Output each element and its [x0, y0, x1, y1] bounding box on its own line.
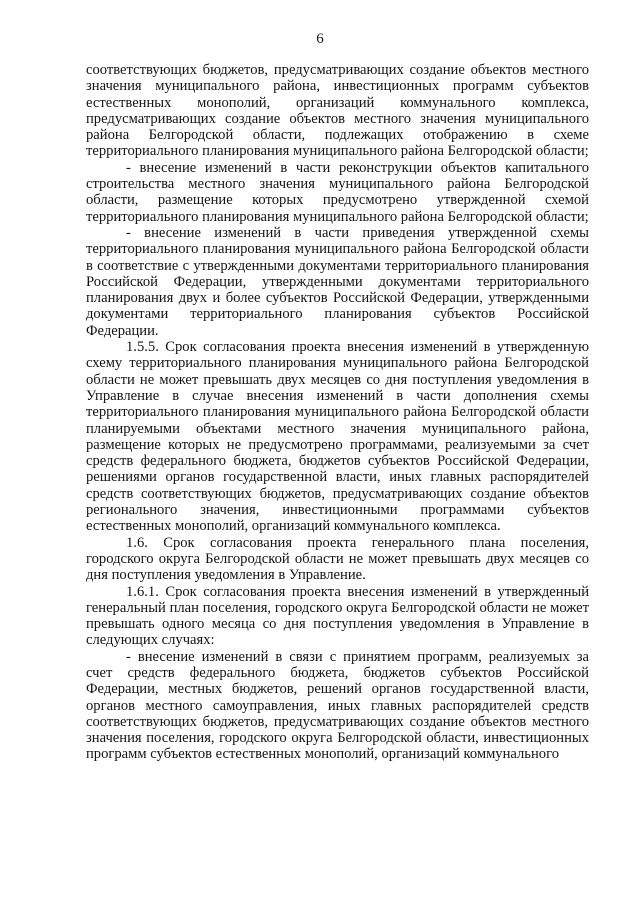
paragraph-list-item-reconstruction: - внесение изменений в части реконструкции объектов капитального строительства местного значения муниципального района Белгородской области, размещение которых предусмотрено утвержденной схемой территориального планирования муниципального района Белгородской области;	[86, 159, 589, 225]
page-number: 6	[316, 31, 324, 47]
paragraph-list-item-programs: - внесение изменений в связи с принятием программ, реализуемых за счет средств федерального бюджета, бюджетов субъектов Российской Федерации, местных бюджетов, решений органов государственной власти, органов местного самоуправления, иных главных распорядителей средств соответствующих бюджетов, предусматривающих создание объектов местного значения поселения, городского округа Белгородской области, инвестиционных программ субъектов естественных монополий, организаций коммунального	[86, 648, 589, 763]
paragraph-continuation: соответствующих бюджетов, предусматривающих создание объектов местного значения муниципального района, инвестиционных программ субъектов естественных монополий, организаций коммунального комплекса, предусматривающих создание объектов местного значения муниципального района Белгородской области, подлежащих отображению в схеме территориального планирования муниципального района Белгородской области;	[86, 62, 589, 160]
paragraph-section-1-6-1: 1.6.1. Срок согласования проекта внесения изменений в утвержденный генеральный план поселения, городского округа Белгородской области не может превышать одного месяца со дня поступления уведомления в Управление в следующих случаях:	[86, 583, 589, 649]
paragraph-section-1-5-5: 1.5.5. Срок согласования проекта внесения изменений в утвержденную схему территориального планирования муниципального района Белгородской области не может превышать двух месяцев со дня поступления уведомления в Управление в случае внесения изменений в части дополнения схемы территориального планирования муниципального района Белгородской области планируемыми объектами местного значения муниципального района, размещение которых не предусмотрено программами, реализуемыми за счет средств федерального бюджета, бюджетов субъектов Российской Федерации, решениями органов государственной власти, иных главных распорядителей средств соответствующих бюджетов, предусматривающих создание объектов регионального значения, инвестиционными программами субъектов естественных монополий, организаций коммунального комплекса.	[86, 339, 589, 535]
paragraph-list-item-alignment: - внесение изменений в части приведения утвержденной схемы территориального планирования муниципального района Белгородской области в соответствие с утвержденными документами территориального планирования Российской Федерации, утвержденными документами территориального планирования двух и более субъектов Российской Федерации, утвержденными документами территориального планирования субъектов Российской Федерации.	[86, 224, 589, 339]
paragraph-section-1-6: 1.6. Срок согласования проекта генерального плана поселения, городского округа Белгородской области не может превышать двух месяцев со дня поступления уведомления в Управление.	[86, 534, 589, 584]
document-body	[86, 62, 589, 763]
